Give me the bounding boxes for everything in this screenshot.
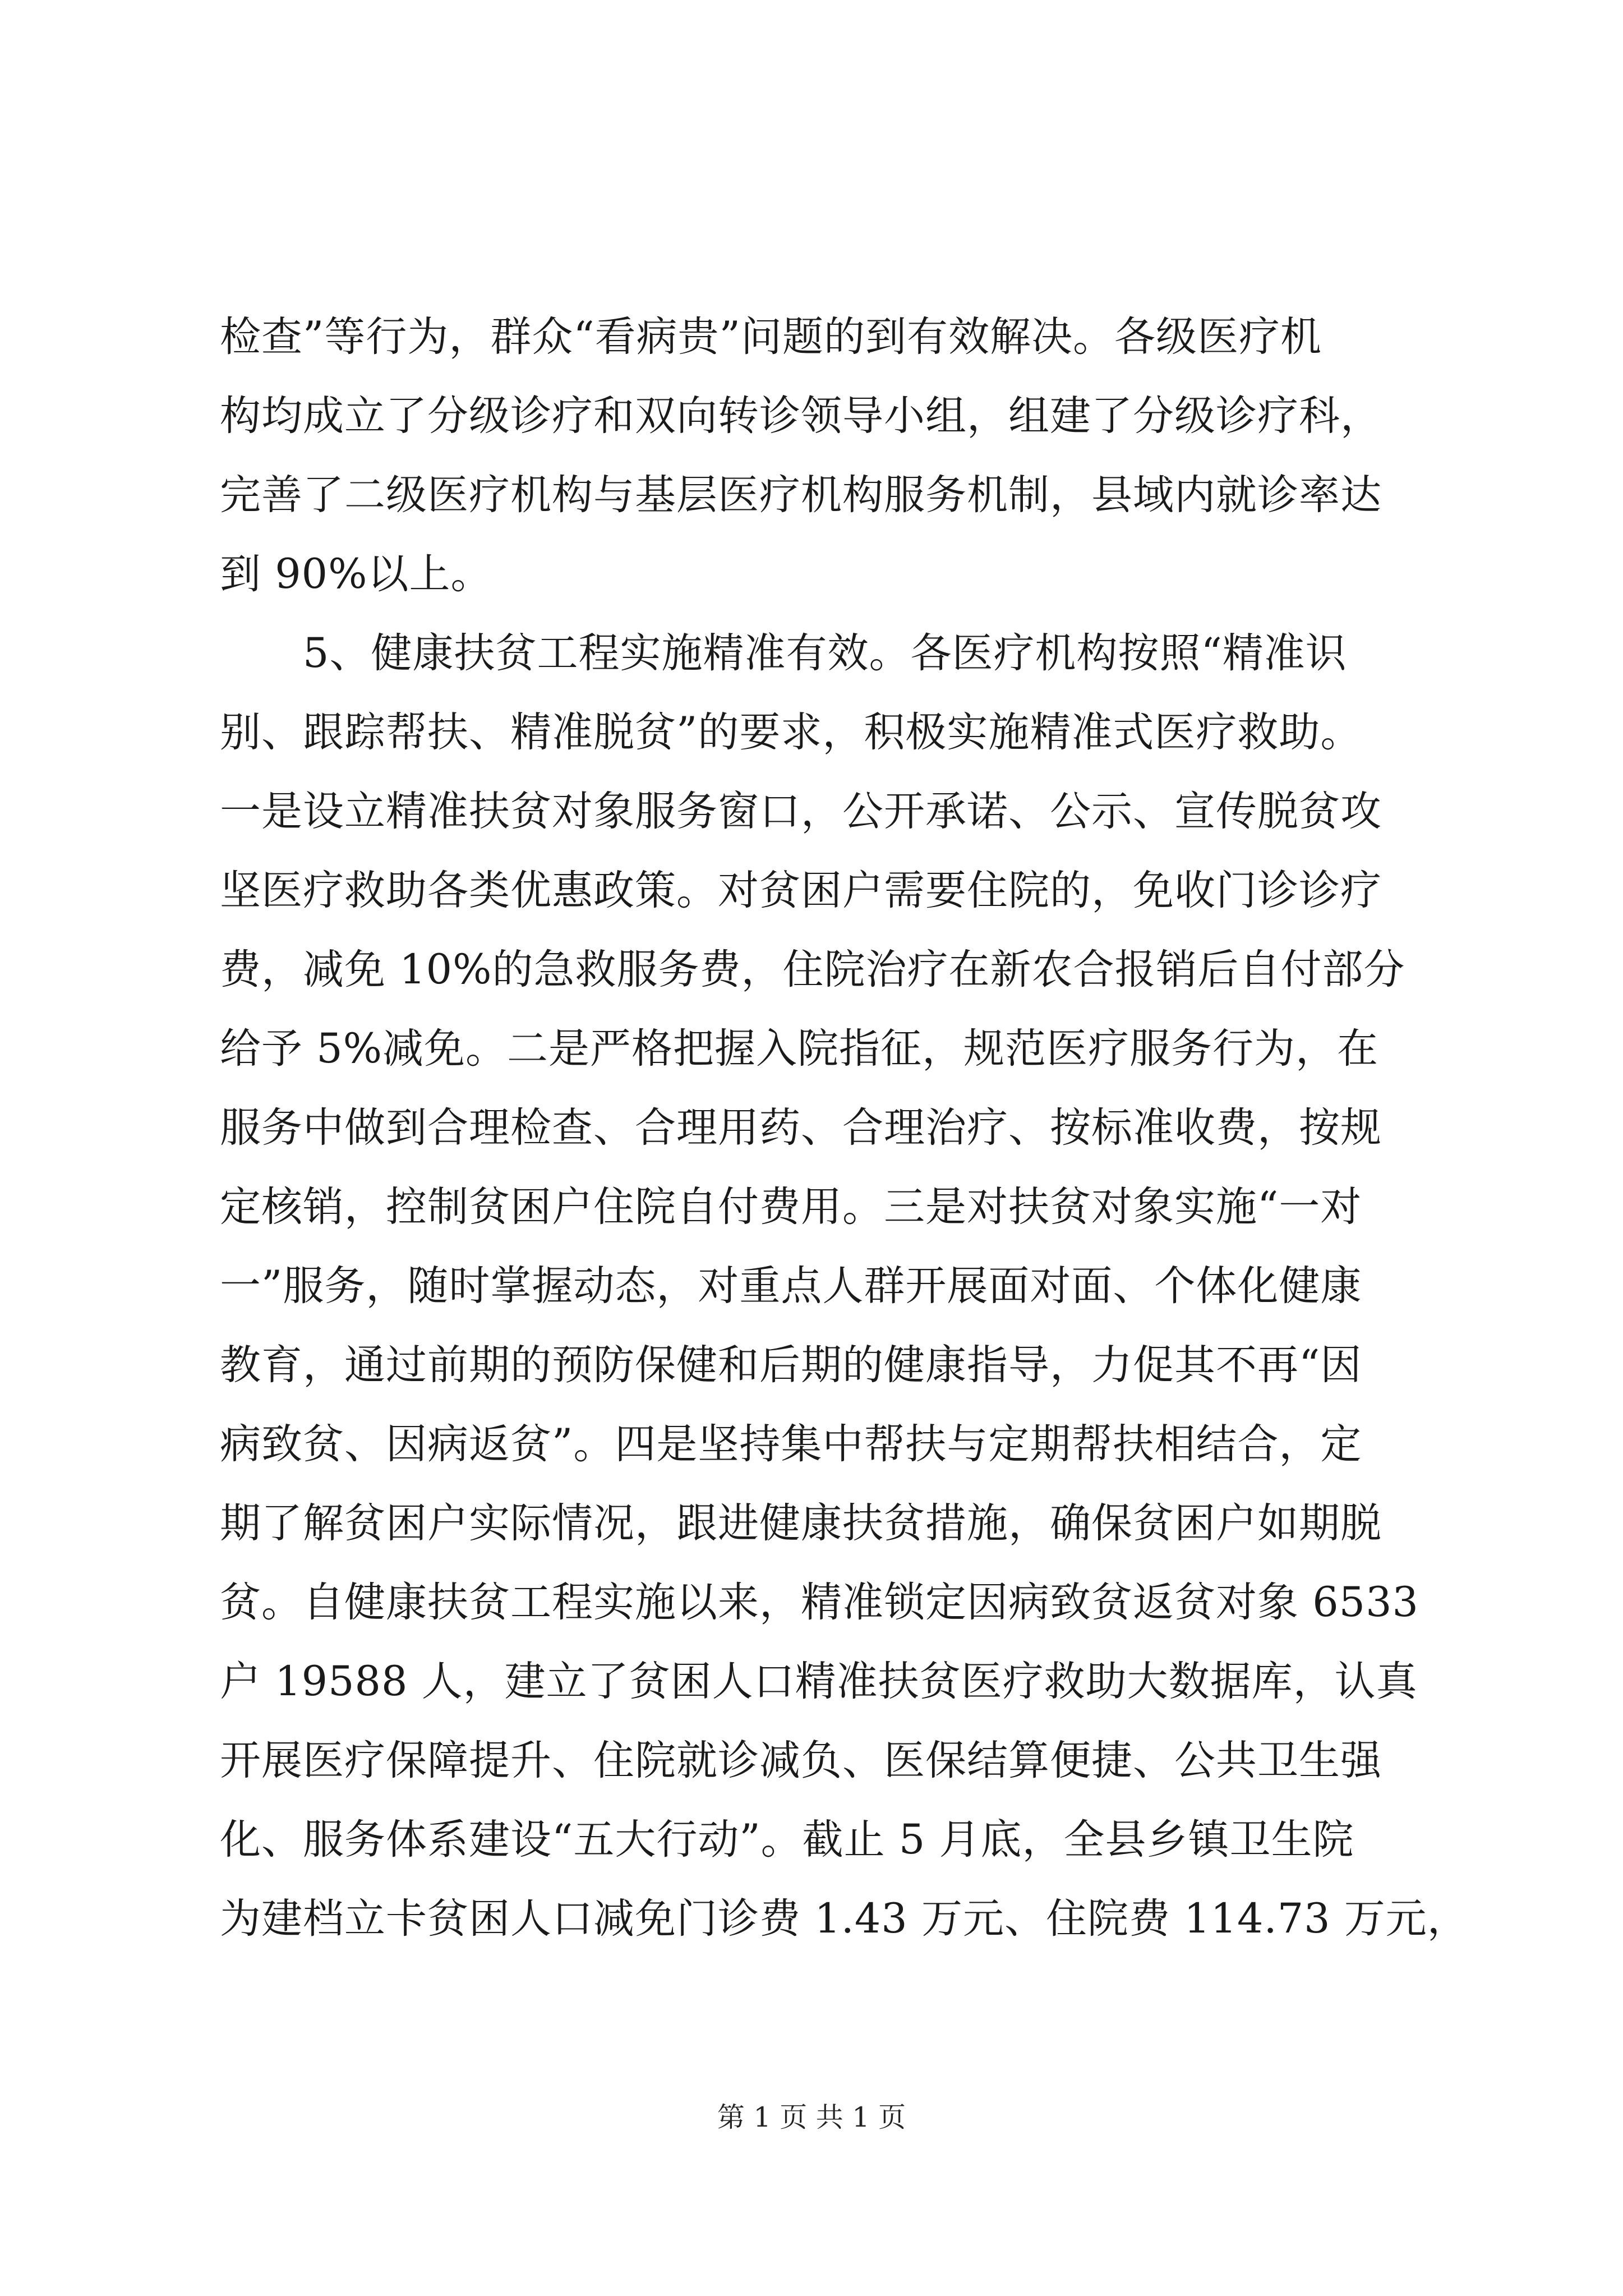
text-line: 到 90%以上。 <box>220 550 492 598</box>
text-line: 别、跟踪帮扶、精准脱贫”的要求，积极实施精准式医疗救助。 <box>220 708 1362 756</box>
paragraph-first-line: 5、健康扶贫工程实施精准有效。各医疗机构按照“精准识 <box>303 629 1347 677</box>
text-line: 费，减免 10%的急救服务费，住院治疗在新农合报销后自付部分 <box>220 946 1405 993</box>
text-line: 开展医疗保障提升、住院就诊减负、医保结算便捷、公共卫生强 <box>220 1737 1382 1784</box>
page-number-footer: 第 1 页 共 1 页 <box>717 2101 906 2133</box>
text-line: 教育，通过前期的预防保健和后期的健康指导，力促其不再“因 <box>220 1341 1362 1389</box>
text-line: 定核销，控制贫困户住院自付费用。三是对扶贫对象实施“一对 <box>220 1183 1362 1231</box>
text-line: 病致贫、因病返贫”。四是坚持集中帮扶与定期帮扶相结合，定 <box>220 1420 1362 1468</box>
text-line: 完善了二级医疗机构与基层医疗机构服务机制，县域内就诊率达 <box>220 471 1382 519</box>
text-line: 检查”等行为，群众“看病贵”问题的到有效解决。各级医疗机 <box>220 313 1322 361</box>
text-line: 给予 5%减免。二是严格把握入院指征，规范医疗服务行为，在 <box>220 1025 1379 1073</box>
text-line: 一是设立精准扶贫对象服务窗口，公开承诺、公示、宣传脱贫攻 <box>220 788 1382 835</box>
text-line: 一”服务，随时掌握动态，对重点人群开展面对面、个体化健康 <box>220 1262 1362 1310</box>
text-line: 为建档立卡贫困人口减免门诊费 1.43 万元、住院费 114.73 万元， <box>220 1895 1469 1943</box>
text-line: 贫。自健康扶贫工程实施以来，精准锁定因病致贫返贫对象 6533 <box>220 1579 1419 1626</box>
text-line: 户 19588 人，建立了贫困人口精准扶贫医疗救助大数据库，认真 <box>220 1658 1418 1705</box>
text-line: 期了解贫困户实际情况，跟进健康扶贫措施，确保贫困户如期脱 <box>220 1499 1382 1547</box>
text-line: 服务中做到合理检查、合理用药、合理治疗、按标准收费，按规 <box>220 1104 1382 1152</box>
text-line: 坚医疗救助各类优惠政策。对贫困户需要住院的，免收门诊诊疗 <box>220 867 1382 914</box>
text-line: 化、服务体系建设“五大行动”。截止 5 月底，全县乡镇卫生院 <box>220 1816 1354 1864</box>
text-line: 构均成立了分级诊疗和双向转诊领导小组，组建了分级诊疗科， <box>220 392 1382 440</box>
